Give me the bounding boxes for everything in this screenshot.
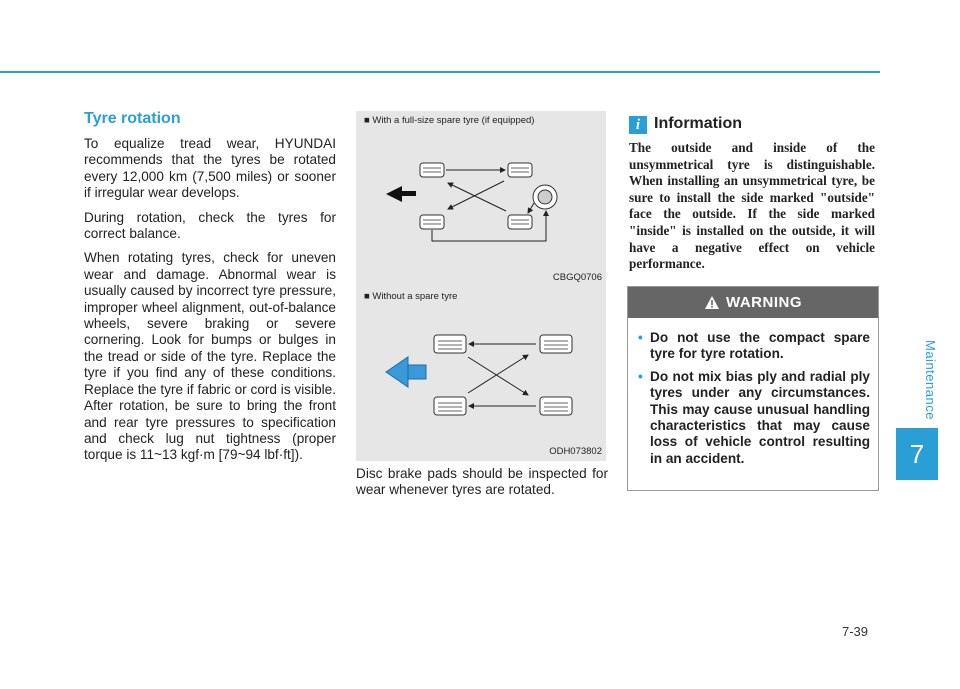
disc-brake-note: Disc brake pads should be inspected for wear whenever tyres are rotated. [356, 466, 608, 498]
chapter-side-label: Maintenance [923, 340, 938, 420]
rotation-diagram-without-spare [356, 287, 606, 461]
warning-list [628, 330, 878, 467]
figure-full-size-spare [356, 111, 606, 287]
rotation-diagram-with-spare [356, 111, 606, 287]
paragraph-1: To equalize tread wear, HYUNDAI recommends that the tyres be rotated every 12,000 km (7,500 miles) or sooner if irregular wear develops. [84, 136, 336, 201]
direction-arrow-icon [386, 186, 416, 202]
figure-caption: ■ With a full-size spare tyre (if equipped) [364, 115, 535, 126]
figure-without-spare [356, 287, 606, 461]
information-body: The outside and inside of the unsymmetrical tyre is distinguishable. When installing an unsymmetrical tyre, be sure to install the side marked "outside" face the outside. If the side marked "inside" is installed on the outside, it will have a negative effect on vehicle performance. [629, 140, 875, 272]
chapter-number-tab: 7 [896, 428, 938, 480]
paragraph-2: During rotation, check the tyres for correct balance. [84, 209, 336, 242]
warning-triangle-icon [704, 295, 720, 310]
direction-arrow-icon [386, 357, 426, 387]
warning-box [627, 286, 879, 491]
spare-tyre-icon [533, 185, 557, 209]
tyre-rotation-section [84, 110, 336, 472]
warning-title: WARNING [726, 294, 802, 311]
paragraph-3: When rotating tyres, check for uneven wear and damage. Abnormal wear is usually caused by incorrect tyre pressure, improper wheel alignment, out-of-balance wheels, severe braking or severe cornering. Look for bumps or bulges in the tread or side of the tyre. Replace the tyre if you find any of these conditions. Replace the tyre if fabric or cord is visible. After rotation, be sure to bring the front and rear tyre pressures to specification and check lug nut tightness (proper torque is 11~13 kgf·m [79~94 lbf·ft]). [84, 250, 336, 463]
figure-caption: ■ Without a spare tyre [364, 291, 458, 302]
figure-code: ODH073802 [549, 446, 602, 457]
header-rule [0, 71, 880, 73]
warning-item: • Do not mix bias ply and radial ply tyres under any circumstances. This may cause unusual handling characteristics that may cause loss of vehicle control resulting in an accident. [638, 369, 870, 467]
information-title: Information [654, 115, 742, 132]
page-number: 7-39 [842, 624, 869, 639]
information-icon: i [629, 116, 647, 134]
warning-item: • Do not use the compact spare tyre for tyre rotation. [638, 330, 870, 363]
figure-code: CBGQ0706 [552, 272, 602, 283]
section-title: Tyre rotation [84, 110, 181, 127]
warning-header [628, 287, 878, 318]
